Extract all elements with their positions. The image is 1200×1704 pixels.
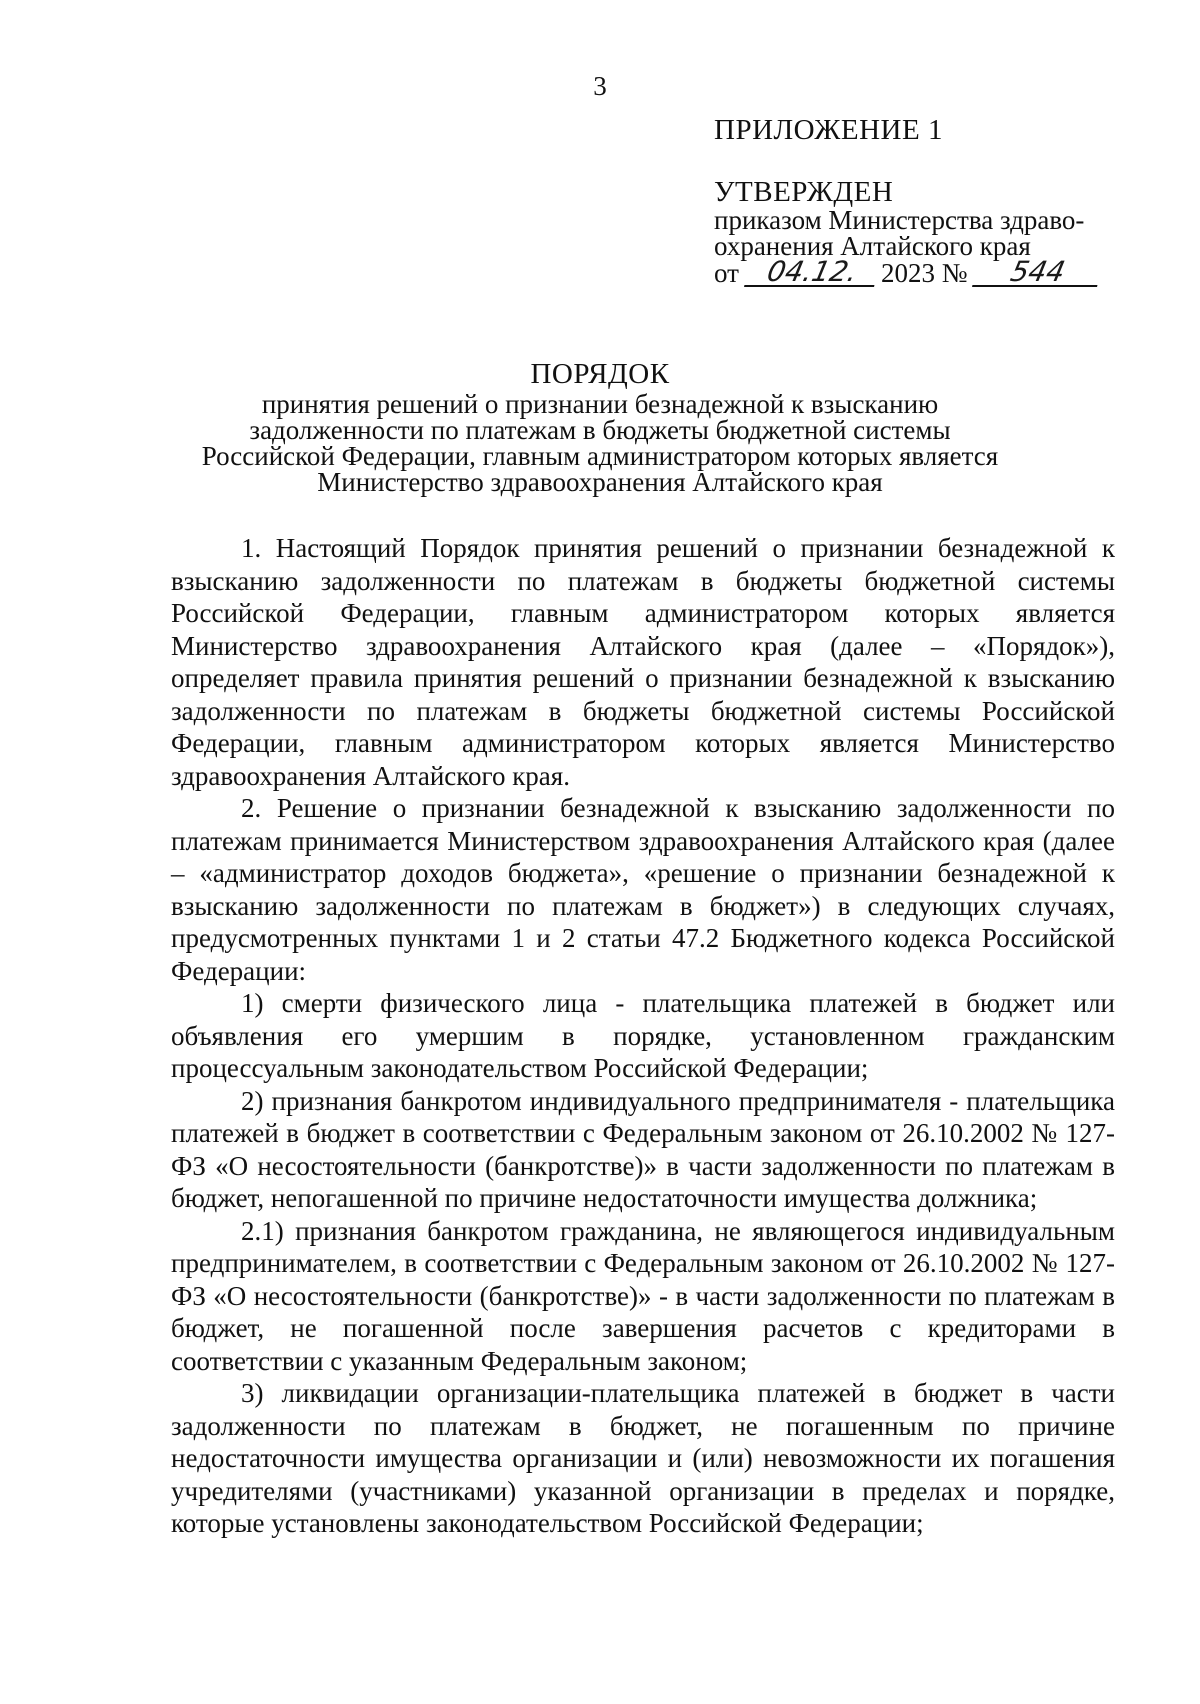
approved-title: УТВЕРЖДЕН <box>714 176 894 208</box>
appendix-block <box>714 113 1134 287</box>
year-text: 2023 № <box>880 258 968 288</box>
document-subtitle-line: задолженности по платежам в бюджеты бюджетной системы <box>249 415 951 445</box>
document-subtitle-line: принятия решений о признании безнадежной к взысканию <box>261 389 939 419</box>
page-number: 3 <box>593 71 607 101</box>
clause-3: 3) ликвидации организации-плательщика платежей в бюджет в части задолженности по платежам в бюджет, не погашенным по причине недостаточности имущества организации и (или) невозможности их погашения учредителями (участниками) указанной организации в пределах и порядке, которые установлены законодательством Российской Федерации; <box>171 1378 1115 1538</box>
document-heading <box>0 357 1200 495</box>
date-prefix: от <box>714 258 739 288</box>
clause-1: 1) смерти физического лица - плательщика платежей в бюджет или объявления его умершим в порядке, установленном гражданским процессуальным законодательством Российской Федерации; <box>171 988 1115 1083</box>
appendix-title: ПРИЛОЖЕНИЕ 1 <box>714 114 943 146</box>
document-title: ПОРЯДОК <box>530 358 670 390</box>
approved-by-line: охранения Алтайского края <box>714 231 1031 261</box>
handwritten-date: 04.12. <box>744 259 880 287</box>
handwritten-order-number: 544 <box>972 259 1103 287</box>
approved-by-line: приказом Министерства здраво- <box>714 205 1085 235</box>
order-date-line <box>714 255 1134 288</box>
document-body <box>171 532 1115 1540</box>
paragraph-2: 2. Решение о признании безнадежной к взысканию задолженности по платежам принимается Министерством здравоохранения Алтайского края (далее – «администратор доходов бюджета», «решение о признании безнадежной к взысканию задолженности по платежам в бюджет») в следующих случаях, предусмотренных пунктами 1 и 2 статьи 47.2 Бюджетного кодекса Российской Федерации: <box>171 793 1115 986</box>
document-subtitle-line: Министерство здравоохранения Алтайского края <box>317 467 883 497</box>
clause-2-1: 2.1) признания банкротом гражданина, не являющегося индивидуальным предпринимателем, в соответствии с Федеральным законом от 26.10.2002 № 127-ФЗ «О несостоятельности (банкротстве)» - в части задолженности по платежам в бюджет, не погашенной после завершения расчетов с кредиторами в соответствии с указанным Федеральным законом; <box>171 1215 1115 1376</box>
document-subtitle-line: Российской Федерации, главным администратором которых является <box>201 441 999 471</box>
paragraph-1: 1. Настоящий Порядок принятия решений о признании безнадежной к взысканию задолженности по платежам в бюджеты бюджетной системы Российской Федерации, главным администратором которых является Министерство здравоохранения Алтайского края (далее – «Порядок»), определяет правила принятия решений о признании безнадежной к взысканию задолженности по платежам в бюджеты бюджетной системы Российской Федерации, главным администратором которых является Министерство здравоохранения Алтайского края. <box>171 533 1115 791</box>
clause-2: 2) признания банкротом индивидуального предпринимателя - плательщика платежей в бюджет в соответствии с Федеральным законом от 26.10.2002 № 127-ФЗ «О несостоятельности (банкротстве)» в части задолженности по платежам в бюджет, непогашенной по причине недостаточности имущества должника; <box>171 1085 1115 1213</box>
